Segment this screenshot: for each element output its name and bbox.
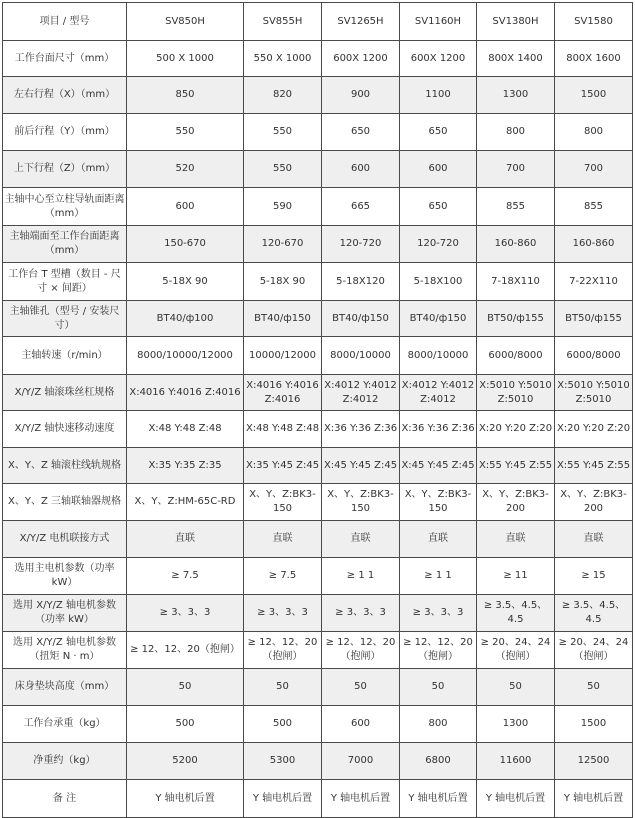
- spec-cell: 800: [477, 114, 555, 151]
- spec-cell: SV855H: [244, 3, 322, 41]
- spec-cell: 550: [244, 114, 322, 151]
- spec-cell: ≥ 20、24、24（抱闸）: [555, 632, 633, 669]
- table-row: [3, 743, 633, 780]
- spec-cell: X、Y、Z:BK3-150: [400, 484, 477, 521]
- table-row: [3, 521, 633, 558]
- spec-cell: BT50/ф155: [477, 301, 555, 337]
- table-row: [3, 632, 633, 669]
- spec-cell: 160-860: [477, 226, 555, 263]
- spec-cell: Y 轴电机后置: [477, 780, 555, 818]
- spec-cell: X:5010 Y:5010 Z:5010: [555, 375, 633, 411]
- spec-cell: X:4012 Y:4012 Z:4012: [400, 375, 477, 411]
- spec-cell: 800X 1600: [555, 41, 633, 77]
- spec-cell: 600X 1200: [322, 41, 400, 77]
- spec-cell: 800: [555, 114, 633, 151]
- spec-cell: SV1160H: [400, 3, 477, 41]
- row-label: X/Y/Z 轴滚珠丝杠规格: [3, 375, 127, 411]
- spec-cell: 150-670: [127, 226, 244, 263]
- table-row: [3, 484, 633, 521]
- row-label: 工作台面尺寸（mm）: [3, 41, 127, 77]
- spec-cell: 50: [400, 669, 477, 706]
- spec-cell: X:55 Y:45 Z:55: [477, 448, 555, 484]
- spec-cell: ≥ 3、3、3: [127, 595, 244, 632]
- spec-cell: X:35 Y:45 Z:45: [244, 448, 322, 484]
- spec-cell: 600: [127, 188, 244, 226]
- spec-cell: 550: [244, 151, 322, 188]
- spec-cell: X、Y、Z:BK3-150: [244, 484, 322, 521]
- table-row: [3, 114, 633, 151]
- spec-cell: Y 轴电机后置: [244, 780, 322, 818]
- spec-cell: 600: [322, 151, 400, 188]
- spec-cell: X、Y、Z:BK3-200: [555, 484, 633, 521]
- spec-cell: ≥ 12、12、20（抱闸）: [400, 632, 477, 669]
- header-row: [3, 3, 633, 41]
- spec-cell: ≥ 3、3、3: [400, 595, 477, 632]
- spec-cell: 500 X 1000: [127, 41, 244, 77]
- spec-cell: 855: [555, 188, 633, 226]
- spec-cell: 850: [127, 77, 244, 114]
- spec-cell: 550: [127, 114, 244, 151]
- spec-cell: 直联: [322, 521, 400, 558]
- spec-cell: 1500: [555, 706, 633, 743]
- spec-cell: 700: [555, 151, 633, 188]
- spec-cell: 120-670: [244, 226, 322, 263]
- spec-cell: 直联: [477, 521, 555, 558]
- spec-cell: 1300: [477, 77, 555, 114]
- row-label: X、Y、Z 三轴联轴器规格: [3, 484, 127, 521]
- table-row: [3, 263, 633, 301]
- table-row: [3, 151, 633, 188]
- table-row: [3, 77, 633, 114]
- row-label: 工作台承重（kg）: [3, 706, 127, 743]
- spec-cell: X:4012 Y:4012 Z:4012: [322, 375, 400, 411]
- spec-cell: 520: [127, 151, 244, 188]
- spec-cell: ≥ 3、3、3: [322, 595, 400, 632]
- spec-cell: SV1380H: [477, 3, 555, 41]
- row-label: 选用 X/Y/Z 轴电机参数（功率 kW）: [3, 595, 127, 632]
- spec-cell: X:5010 Y:5010 Z:5010: [477, 375, 555, 411]
- spec-cell: BT40/ф150: [400, 301, 477, 337]
- spec-cell: X:45 Y:45 Z:45: [400, 448, 477, 484]
- row-label: 前后行程（Y）（mm）: [3, 114, 127, 151]
- spec-cell: 120-720: [322, 226, 400, 263]
- spec-cell: 50: [322, 669, 400, 706]
- row-label: 主轴端面至工作台面距离（mm）: [3, 226, 127, 263]
- row-label: 净重约（kg）: [3, 743, 127, 780]
- spec-cell: 8000/10000: [322, 337, 400, 375]
- spec-cell: 6800: [400, 743, 477, 780]
- spec-cell: ≥ 12、12、20（抱闸）: [244, 632, 322, 669]
- spec-cell: 1300: [477, 706, 555, 743]
- row-label: 主轴中心至立柱导轨面距离（mm）: [3, 188, 127, 226]
- row-label: 工作台 T 型槽（数目 - 尺寸 × 间距）: [3, 263, 127, 301]
- row-label: 备 注: [3, 780, 127, 818]
- spec-cell: X:55 Y:45 Z:55: [555, 448, 633, 484]
- spec-cell: 5-18X120: [322, 263, 400, 301]
- spec-cell: 5300: [244, 743, 322, 780]
- table-row: [3, 706, 633, 743]
- spec-cell: 6000/8000: [477, 337, 555, 375]
- spec-cell: 665: [322, 188, 400, 226]
- spec-cell: X:20 Y:20 Z:20: [477, 411, 555, 448]
- spec-cell: 10000/12000: [244, 337, 322, 375]
- spec-cell: 600: [400, 151, 477, 188]
- spec-cell: 直联: [555, 521, 633, 558]
- spec-cell: ≥ 1 1: [400, 558, 477, 595]
- spec-cell: 5200: [127, 743, 244, 780]
- spec-cell: 12500: [555, 743, 633, 780]
- spec-cell: Y 轴电机后置: [400, 780, 477, 818]
- table-row: [3, 375, 633, 411]
- spec-cell: 800X 1400: [477, 41, 555, 77]
- table-row: [3, 337, 633, 375]
- row-label: X/Y/Z 电机联接方式: [3, 521, 127, 558]
- spec-cell: 7000: [322, 743, 400, 780]
- spec-cell: 650: [400, 114, 477, 151]
- row-label: 主轴转速（r/min）: [3, 337, 127, 375]
- spec-cell: 700: [477, 151, 555, 188]
- table-row: [3, 188, 633, 226]
- spec-cell: 650: [400, 188, 477, 226]
- spec-table: [2, 2, 633, 818]
- table-row: [3, 41, 633, 77]
- spec-cell: X:4016 Y:4016 Z:4016: [127, 375, 244, 411]
- spec-cell: X:20 Y:20 Z:20: [555, 411, 633, 448]
- spec-cell: 800: [400, 706, 477, 743]
- table-row: [3, 595, 633, 632]
- spec-cell: X:35 Y:35 Z:35: [127, 448, 244, 484]
- spec-cell: 直联: [244, 521, 322, 558]
- row-label: 主轴锥孔（型号 / 安装尺寸）: [3, 301, 127, 337]
- spec-cell: 8000/10000: [400, 337, 477, 375]
- spec-cell: X:48 Y:48 Z:48: [244, 411, 322, 448]
- table-row: [3, 411, 633, 448]
- spec-cell: Y 轴电机后置: [322, 780, 400, 818]
- row-label: 选用主电机参数（功率 kW）: [3, 558, 127, 595]
- spec-cell: 160-860: [555, 226, 633, 263]
- spec-cell: 5-18X 90: [244, 263, 322, 301]
- spec-cell: Y 轴电机后置: [555, 780, 633, 818]
- spec-cell: 11600: [477, 743, 555, 780]
- spec-cell: 7-22X110: [555, 263, 633, 301]
- spec-cell: ≥ 15: [555, 558, 633, 595]
- spec-cell: X、Y、Z:HM-65C-RD: [127, 484, 244, 521]
- spec-cell: 590: [244, 188, 322, 226]
- row-label: 上下行程（Z）（mm）: [3, 151, 127, 188]
- row-label: 项目 / 型号: [3, 3, 127, 41]
- spec-cell: ≥ 11: [477, 558, 555, 595]
- spec-cell: SV850H: [127, 3, 244, 41]
- table-row: [3, 226, 633, 263]
- spec-cell: 550 X 1000: [244, 41, 322, 77]
- spec-cell: 500: [244, 706, 322, 743]
- spec-cell: ≥ 1 1: [322, 558, 400, 595]
- table-row: [3, 448, 633, 484]
- spec-cell: 50: [244, 669, 322, 706]
- row-label: X、Y、Z 轴滚柱线轨规格: [3, 448, 127, 484]
- spec-cell: 50: [477, 669, 555, 706]
- row-label: X/Y/Z 轴快速移动速度: [3, 411, 127, 448]
- spec-cell: X:48 Y:48 Z:48: [127, 411, 244, 448]
- spec-cell: 600: [322, 706, 400, 743]
- spec-cell: SV1580: [555, 3, 633, 41]
- spec-cell: 直联: [127, 521, 244, 558]
- spec-cell: X:36 Y:36 Z:36: [400, 411, 477, 448]
- spec-cell: BT40/ф150: [244, 301, 322, 337]
- spec-cell: ≥ 12、12、20（抱闸）: [322, 632, 400, 669]
- spec-cell: ≥ 7.5: [244, 558, 322, 595]
- spec-cell: ≥ 7.5: [127, 558, 244, 595]
- spec-cell: 855: [477, 188, 555, 226]
- spec-cell: X:45 Y:45 Z:45: [322, 448, 400, 484]
- row-label: 床身垫块高度（mm）: [3, 669, 127, 706]
- spec-cell: X、Y、Z:BK3-200: [477, 484, 555, 521]
- table-row: [3, 301, 633, 337]
- spec-cell: ≥ 3、3、3: [244, 595, 322, 632]
- spec-cell: 600X 1200: [400, 41, 477, 77]
- spec-cell: 50: [555, 669, 633, 706]
- spec-cell: 120-720: [400, 226, 477, 263]
- spec-cell: 50: [127, 669, 244, 706]
- spec-cell: ≥ 12、12、20（抱闸）: [127, 632, 244, 669]
- spec-cell: SV1265H: [322, 3, 400, 41]
- spec-cell: Y 轴电机后置: [127, 780, 244, 818]
- table-row: [3, 558, 633, 595]
- spec-cell: 直联: [400, 521, 477, 558]
- row-label: 选用 X/Y/Z 轴电机参数（扭矩 N · m）: [3, 632, 127, 669]
- spec-cell: 500: [127, 706, 244, 743]
- spec-cell: 820: [244, 77, 322, 114]
- table-row: [3, 780, 633, 818]
- spec-cell: BT50/ф155: [555, 301, 633, 337]
- spec-cell: ≥ 3.5、4.5、4.5: [477, 595, 555, 632]
- spec-cell: 5-18X100: [400, 263, 477, 301]
- spec-cell: 7-18X110: [477, 263, 555, 301]
- spec-cell: 1100: [400, 77, 477, 114]
- spec-cell: 5-18X 90: [127, 263, 244, 301]
- spec-cell: ≥ 3.5、4.5、4.5: [555, 595, 633, 632]
- row-label: 左右行程（X）（mm）: [3, 77, 127, 114]
- table-row: [3, 669, 633, 706]
- spec-cell: X:4016 Y:4016 Z:4016: [244, 375, 322, 411]
- spec-cell: BT40/ф150: [322, 301, 400, 337]
- spec-cell: 900: [322, 77, 400, 114]
- spec-cell: ≥ 20、24、24（抱闸）: [477, 632, 555, 669]
- spec-cell: 650: [322, 114, 400, 151]
- spec-cell: 1500: [555, 77, 633, 114]
- spec-cell: BT40/ф100: [127, 301, 244, 337]
- spec-cell: X、Y、Z:BK3-150: [322, 484, 400, 521]
- spec-cell: X:36 Y:36 Z:36: [322, 411, 400, 448]
- spec-cell: 6000/8000: [555, 337, 633, 375]
- spec-cell: 8000/10000/12000: [127, 337, 244, 375]
